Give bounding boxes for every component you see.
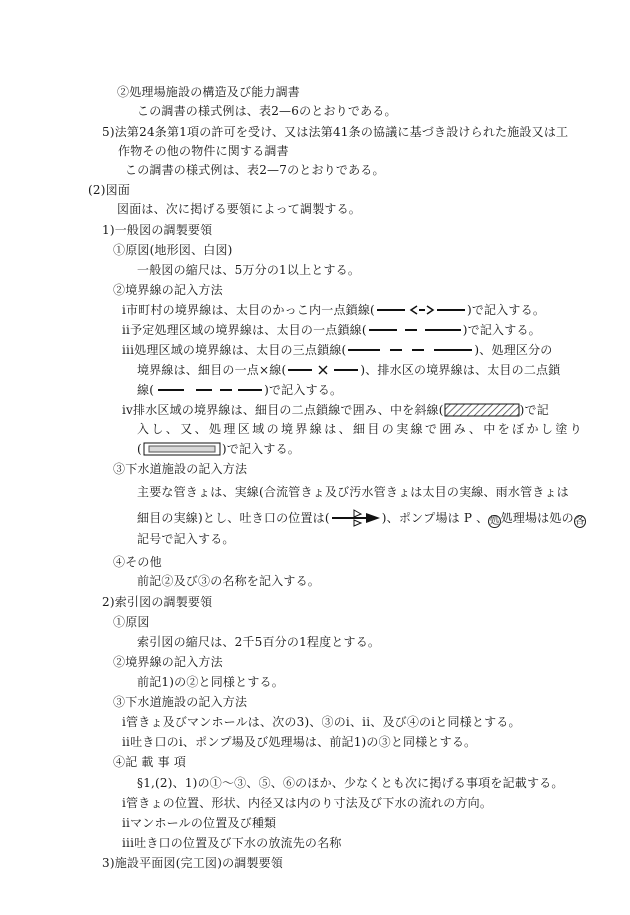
paragraph: 図面は、次に掲げる要領によって調製する。 xyxy=(117,202,362,216)
text: 線( xyxy=(137,383,155,397)
text: ( xyxy=(137,442,142,456)
subsection-plan-drawing xyxy=(102,855,283,871)
item-boundary-lines xyxy=(113,282,223,298)
paragraph: 索引図の縮尺は、2千5百分の1程度とする。 xyxy=(137,635,381,649)
item-original-map xyxy=(113,242,233,258)
subitem-text-end: )で記入する。 xyxy=(466,303,546,317)
parenthesized-dash-dot-line-icon xyxy=(375,303,467,317)
item-sewer-facility-2 xyxy=(113,694,247,710)
paragraph: 主要な管きょは、実線(合流管きょ及び汚水管きょは太目の実線、雨水管きょは xyxy=(137,485,569,499)
text-end: )、排水区の境界線は、太目の二点鎖 xyxy=(360,363,561,377)
subitem-text: 排水区域の境界線は、細目の二点鎖線で囲み、中を斜線( xyxy=(133,403,444,417)
subitem-number: i xyxy=(122,715,127,729)
subsection-number: 1) xyxy=(102,223,115,237)
item-number: 5) xyxy=(102,125,115,139)
each-symbol: 各 xyxy=(574,516,585,527)
hatched-box-icon xyxy=(444,403,520,417)
dash-dot-line-icon xyxy=(367,323,463,337)
item-heading: 境界線の記入方法 xyxy=(125,655,223,669)
item-number: ② xyxy=(117,85,130,99)
paragraph: 記号で記入する。 xyxy=(137,532,235,546)
subsection-number: 2) xyxy=(102,595,115,609)
subitem xyxy=(122,734,476,750)
text: 処理場は処の xyxy=(500,511,574,525)
item-number: ④ xyxy=(113,755,126,769)
double-dot-dash-line-icon xyxy=(154,383,264,397)
subsection-number: 3) xyxy=(102,856,115,870)
subitem-text: 管きょの位置、形状、内径又は内のり寸法及び下水の流れの方向。 xyxy=(126,796,493,810)
item-heading-b: 図 xyxy=(137,615,150,629)
item-heading: 法第24条第1項の許可を受け、又は法第41条の協議に基づき設けられた施設又は工 xyxy=(114,125,569,139)
subitem-text-cont xyxy=(137,382,342,398)
text: )、ポンプ場は P 、 xyxy=(381,511,489,525)
subitem-text: 管きょ及びマンホールは、次の3)、③のi、ii、及び④のiと同様とする。 xyxy=(126,715,521,729)
subitem-text: マンホールの位置及び種類 xyxy=(130,816,277,830)
subitem-number: i xyxy=(122,796,127,810)
item-heading-a: そ xyxy=(125,555,138,569)
subitem-number: i xyxy=(122,303,127,317)
item-other xyxy=(113,554,162,570)
subitem xyxy=(122,815,276,831)
subitem-text: 処理区域の境界線は、太目の三点鎖線( xyxy=(134,343,347,357)
text-end: )で記入する。 xyxy=(264,383,343,397)
item-number: ② xyxy=(113,655,126,669)
item-number: ① xyxy=(113,615,126,629)
item-boundary-lines-2 xyxy=(113,654,223,670)
section-drawings xyxy=(88,182,130,198)
paragraph: この調書の様式例は、表2—6のとおりである。 xyxy=(137,104,397,118)
paragraph: §1,(2)、1)の①～③、⑤、⑥のほか、少なくとも次に掲げる事項を記載する。 xyxy=(137,776,564,790)
item-heading-cont: 作物その他の物件に関する調書 xyxy=(118,144,289,158)
subitem-number: ii xyxy=(122,323,131,337)
subitem-number: ii xyxy=(122,816,131,830)
subitem-text-end: )で記 xyxy=(519,403,549,417)
item-sewer-facility xyxy=(113,461,247,477)
item-heading: 記 載 事 項 xyxy=(125,755,187,769)
paragraph xyxy=(137,508,586,528)
subsection-title: 索引図の調製要領 xyxy=(114,595,213,609)
subitem-text-end: )、処理区分の xyxy=(474,343,553,357)
subitem xyxy=(122,714,521,730)
subitem-number: iii xyxy=(122,836,135,850)
subitem-text-cont xyxy=(137,441,300,457)
triple-dot-dash-line-icon xyxy=(346,343,474,357)
text: 境界線は、細目の一点×線( xyxy=(137,363,287,377)
subitem-text: 吐き口のi、ポンプ場及び処理場は、前記1)の③と同様とする。 xyxy=(130,735,477,749)
section-title-a: 図 xyxy=(105,183,118,197)
item-number: ③ xyxy=(113,462,126,476)
item-heading-c: 他 xyxy=(149,555,162,569)
text: 細目の実線)とし、吐き口の位置は( xyxy=(137,511,330,525)
subitem-text-end: )で記入する。 xyxy=(462,323,541,337)
item-number: ④ xyxy=(113,555,126,569)
subitem-number: iv xyxy=(122,403,134,417)
paragraph: 前記1)の②と同様とする。 xyxy=(137,675,284,689)
subitem-text: 吐き口の位置及び下水の放流先の名称 xyxy=(134,836,342,850)
subitem-number: ii xyxy=(122,735,131,749)
item-heading: 下水道施設の記入方法 xyxy=(125,695,248,709)
item-permit-survey xyxy=(102,124,568,140)
section-title-b: 面 xyxy=(117,183,131,197)
item-treatment-plant-survey xyxy=(117,84,300,100)
subsection-title: 一般図の調製要領 xyxy=(114,223,213,237)
subitem-text-cont: 入し、又、処理区域の境界線は、細目の実線で囲み、中をぼかし塗り xyxy=(137,422,585,436)
item-number: ② xyxy=(113,283,126,297)
text-end: )で記入する。 xyxy=(221,442,300,456)
subitem xyxy=(122,835,342,851)
subsection-index-map xyxy=(102,594,212,610)
subitem-text-cont xyxy=(137,362,560,378)
paragraph: 前記②及び③の名称を記入する。 xyxy=(137,574,321,588)
item-number: ③ xyxy=(113,695,126,709)
subsection-title: 施設平面図(完工図)の調製要領 xyxy=(114,856,284,870)
subitem-text: 市町村の境界線は、太目のかっこ内一点鎖線( xyxy=(126,303,375,317)
subitem-planned-area xyxy=(122,322,541,338)
subitem-text: 予定処理区域の境界線は、太目の一点鎖線( xyxy=(130,323,367,337)
dash-x-line-icon xyxy=(286,363,360,377)
item-heading-a: 原 xyxy=(125,615,138,629)
item-heading-b: の xyxy=(137,555,150,569)
subitem-drainage-area xyxy=(122,402,549,418)
item-heading: 処理場施設の構造及び能力調書 xyxy=(129,85,301,99)
item-number: ① xyxy=(113,243,126,257)
paragraph: 一般図の縮尺は、5万分の1以上とする。 xyxy=(137,263,361,277)
section-number: (2) xyxy=(88,183,106,197)
subitem xyxy=(122,795,492,811)
paragraph: この調書の様式例は、表2—7のとおりである。 xyxy=(125,163,385,177)
shaded-box-icon xyxy=(142,442,222,456)
outfall-arrow-icon xyxy=(330,508,382,528)
subitem-treatment-area xyxy=(122,342,553,358)
item-original xyxy=(113,614,150,630)
item-entries xyxy=(113,754,186,770)
item-heading: 境界線の記入方法 xyxy=(125,283,223,297)
treatment-plant-symbol: 処 xyxy=(489,516,500,527)
item-heading: 下水道施設の記入方法 xyxy=(125,462,248,476)
subsection-general-map xyxy=(102,222,212,238)
item-heading: 原図(地形図、白図) xyxy=(125,243,233,257)
subitem-number: iii xyxy=(122,343,135,357)
subitem-municipal xyxy=(122,302,545,318)
